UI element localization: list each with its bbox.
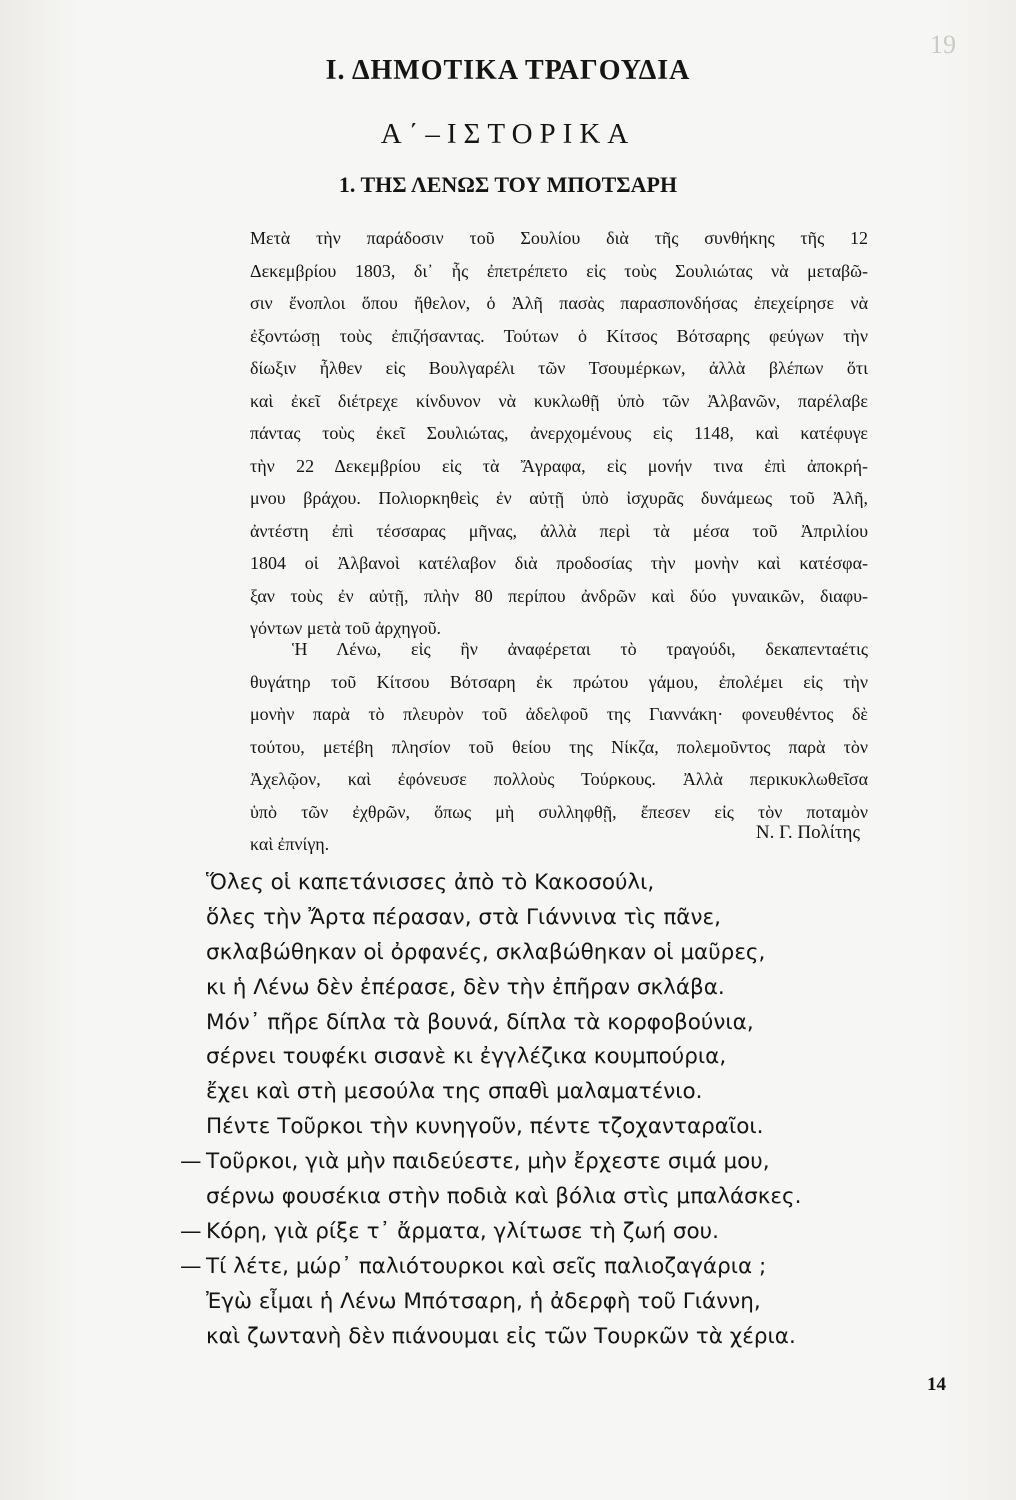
verse-line: [180, 1075, 920, 1110]
prose-line: θυγάτηρ τοῦ Κίτσου Βότσαρη ἐκ πρώτου γάμου, ἐπολέμει εἰς τὴν: [250, 671, 868, 692]
prose-line: ὑπὸ τῶν ἐχθρῶν, ὅπως μὴ συλληφθῇ, ἔπεσεν εἰς τὸν ποταμὸν: [250, 801, 868, 822]
prose-line: τὴν 22 Δεκεμβρίου εἰς τὰ Ἄγραφα, εἰς μονήν τινα ἐπὶ ἀποκρή-: [250, 455, 868, 476]
faint-corner-number: 19: [930, 30, 956, 59]
verse-text: Ἐγὼ εἶμαι ἡ Λένω Μπότσαρη, ἡ ἀδερφὴ τοῦ Γιάννη,: [206, 1288, 761, 1314]
verse-text: ὅλες τὴν Ἄρτα πέρασαν, στὰ Γιάννινα τὶς πᾶνε,: [206, 904, 721, 930]
dialogue-dash: —: [180, 1253, 202, 1279]
prose-line: Μετὰ τὴν παράδοσιν τοῦ Σουλίου διὰ τῆς συνθήκης τῆς 12: [250, 228, 868, 248]
verse-line: [180, 1320, 920, 1355]
verse-text: σκλαβώθηκαν οἱ ὀρφανές, σκλαβώθηκαν οἱ μαῦρες,: [206, 939, 766, 965]
verse-text: σέρνει τουφέκι σισανὲ κι ἐγγλέζικα κουμπούρια,: [206, 1044, 727, 1070]
verse-line: [180, 1006, 920, 1041]
prose-line: μονὴν παρὰ τὸ πλευρὸν τοῦ ἀδελφοῦ της Γιαννάκη· φονευθέντος δὲ: [250, 704, 868, 724]
page-number: 14: [927, 1374, 946, 1395]
part-title: Ι. ΔΗΜΟΤΙΚΑ ΤΡΑΓΟΥΔΙΑ: [325, 55, 691, 86]
prose-line: σιν ἔνοπλοι ὅπου ἤθελον, ὁ Ἀλῆ πασὰς παρασπονδήσας ἐπεχείρησε νὰ: [250, 293, 868, 313]
prose-line: δίωξιν ἦλθεν εἰς Βουλγαρέλι τῶν Τσουμέρκων, ἀλλὰ βλέπων ὅτι: [250, 358, 868, 378]
verse-text: Τί λέτε, μώρ᾽ παλιότουρκοι καὶ σεῖς παλιοζαγάρια ;: [206, 1253, 767, 1279]
verse-text: κι ἡ Λένω δὲν ἐπέρασε, δὲν τὴν ἐπῆραν σκλάβα.: [206, 974, 725, 1000]
verse-line: [180, 936, 920, 971]
verse-text: Ὅλες οἱ καπετάνισσες ἀπὸ τὸ Κακοσούλι,: [206, 870, 655, 895]
prose-line: ξαν τοὺς ἐν αὐτῇ, πλὴν 80 περίπου ἀνδρῶν καὶ δύο γυναικῶν, διαφυ-: [250, 585, 868, 606]
verse-line: [180, 1180, 920, 1215]
verse-text: σέρνω φουσέκια στὴν ποδιὰ καὶ βόλια στὶς μπαλάσκες.: [206, 1184, 802, 1210]
prose-line: γόντων μετὰ τοῦ ἀρχηγοῦ.: [250, 618, 442, 638]
prose-line: πάντας τοὺς ἐκεῖ Σουλιώτας, ἀνερχομένους εἰς 1148, καὶ κατέφυγε: [250, 423, 868, 443]
prose-line: τούτου, μετέβη πλησίον τοῦ θείου της Νίκζα, πολεμοῦντος παρὰ τὸν: [250, 736, 868, 757]
prose-line: καὶ ἐπνίγη.: [250, 834, 330, 854]
verse-line: [180, 1285, 920, 1320]
verse-text: ἔχει καὶ στὴ μεσούλα της σπαθὶ μαλαματένιο.: [206, 1079, 703, 1105]
section-title: Α΄–ΙΣΤΟΡΙΚΑ: [380, 118, 636, 150]
dialogue-dash: —: [180, 1149, 202, 1175]
prose-line: Ἀχελῷον, καὶ ἐφόνευσε πολλοὺς Τούρκους. Ἀλλὰ περικυκλωθεῖσα: [250, 769, 868, 789]
prose-line: Δεκεμβρίου 1803, δι᾽ ἧς ἐπετρέπετο εἰς τοὺς Σουλιώτας νὰ μεταβῶ-: [250, 260, 868, 281]
prose-line: Ἡ Λένω, εἰς ἣν ἀναφέρεται τὸ τραγούδι, δεκαπενταέτις: [292, 639, 868, 659]
dialogue-dash: —: [180, 1218, 202, 1244]
verse-line: [180, 971, 920, 1006]
intro-paragraph-1: [250, 222, 868, 645]
prose-line: 1804 οἱ Ἀλβανοὶ κατέλαβον διὰ προδοσίας τὴν μονὴν καὶ κατέσφα-: [250, 553, 868, 573]
verse-line: [180, 866, 920, 901]
prose-line: ἀντέστη ἐπὶ τέσσαρας μῆνας, ἀλλὰ περὶ τὰ μέσα τοῦ Ἀπριλίου: [250, 520, 868, 541]
prose-line: ἐξοντώσῃ τοὺς ἐπιζήσαντας. Τούτων ὁ Κίτσος Βότσαρης φεύγων τὴν: [250, 325, 868, 346]
verse-line: [180, 1215, 920, 1250]
prose-line: καὶ ἐκεῖ διέτρεχε κίνδυνον νὰ κυκλωθῇ ὑπὸ τῶν Ἀλβανῶν, παρέλαβε: [250, 390, 868, 411]
verse-text: Κόρη, γιὰ ρίξε τ᾽ ἄρματα, γλίτωσε τὴ ζωή σου.: [206, 1218, 719, 1244]
verse-line: [180, 1040, 920, 1075]
song-title: 1. ΤΗΣ ΛΕΝΩΣ ΤΟΥ ΜΠΟΤΣΑΡΗ: [338, 172, 678, 197]
verse-line: [180, 1145, 920, 1180]
verse-text: Μόν᾽ πῆρε δίπλα τὰ βουνά, δίπλα τὰ κορφοβούνια,: [206, 1009, 754, 1035]
signature: Ν. Γ. Πολίτης: [755, 822, 860, 843]
verse-text: Τοῦρκοι, γιὰ μὴν παιδεύεστε, μὴν ἔρχεστε σιμά μου,: [206, 1149, 770, 1175]
prose-line: μνου βράχου. Πολιορκηθεὶς ἐν αὐτῇ ὑπὸ ἰσχυρᾶς δυνάμεως τοῦ Ἀλῆ,: [250, 488, 868, 508]
verse-text: καὶ ζωντανὴ δὲν πιάνουμαι εἰς τῶν Τουρκῶν τὰ χέρια.: [206, 1323, 796, 1349]
verse-line: [180, 901, 920, 936]
verse-text: Πέντε Τοῦρκοι τὴν κυνηγοῦν, πέντε τζοχανταραῖοι.: [206, 1114, 764, 1140]
verse-line: [180, 1110, 920, 1145]
verse-line: [180, 1250, 920, 1285]
song-verses: [180, 866, 920, 1354]
